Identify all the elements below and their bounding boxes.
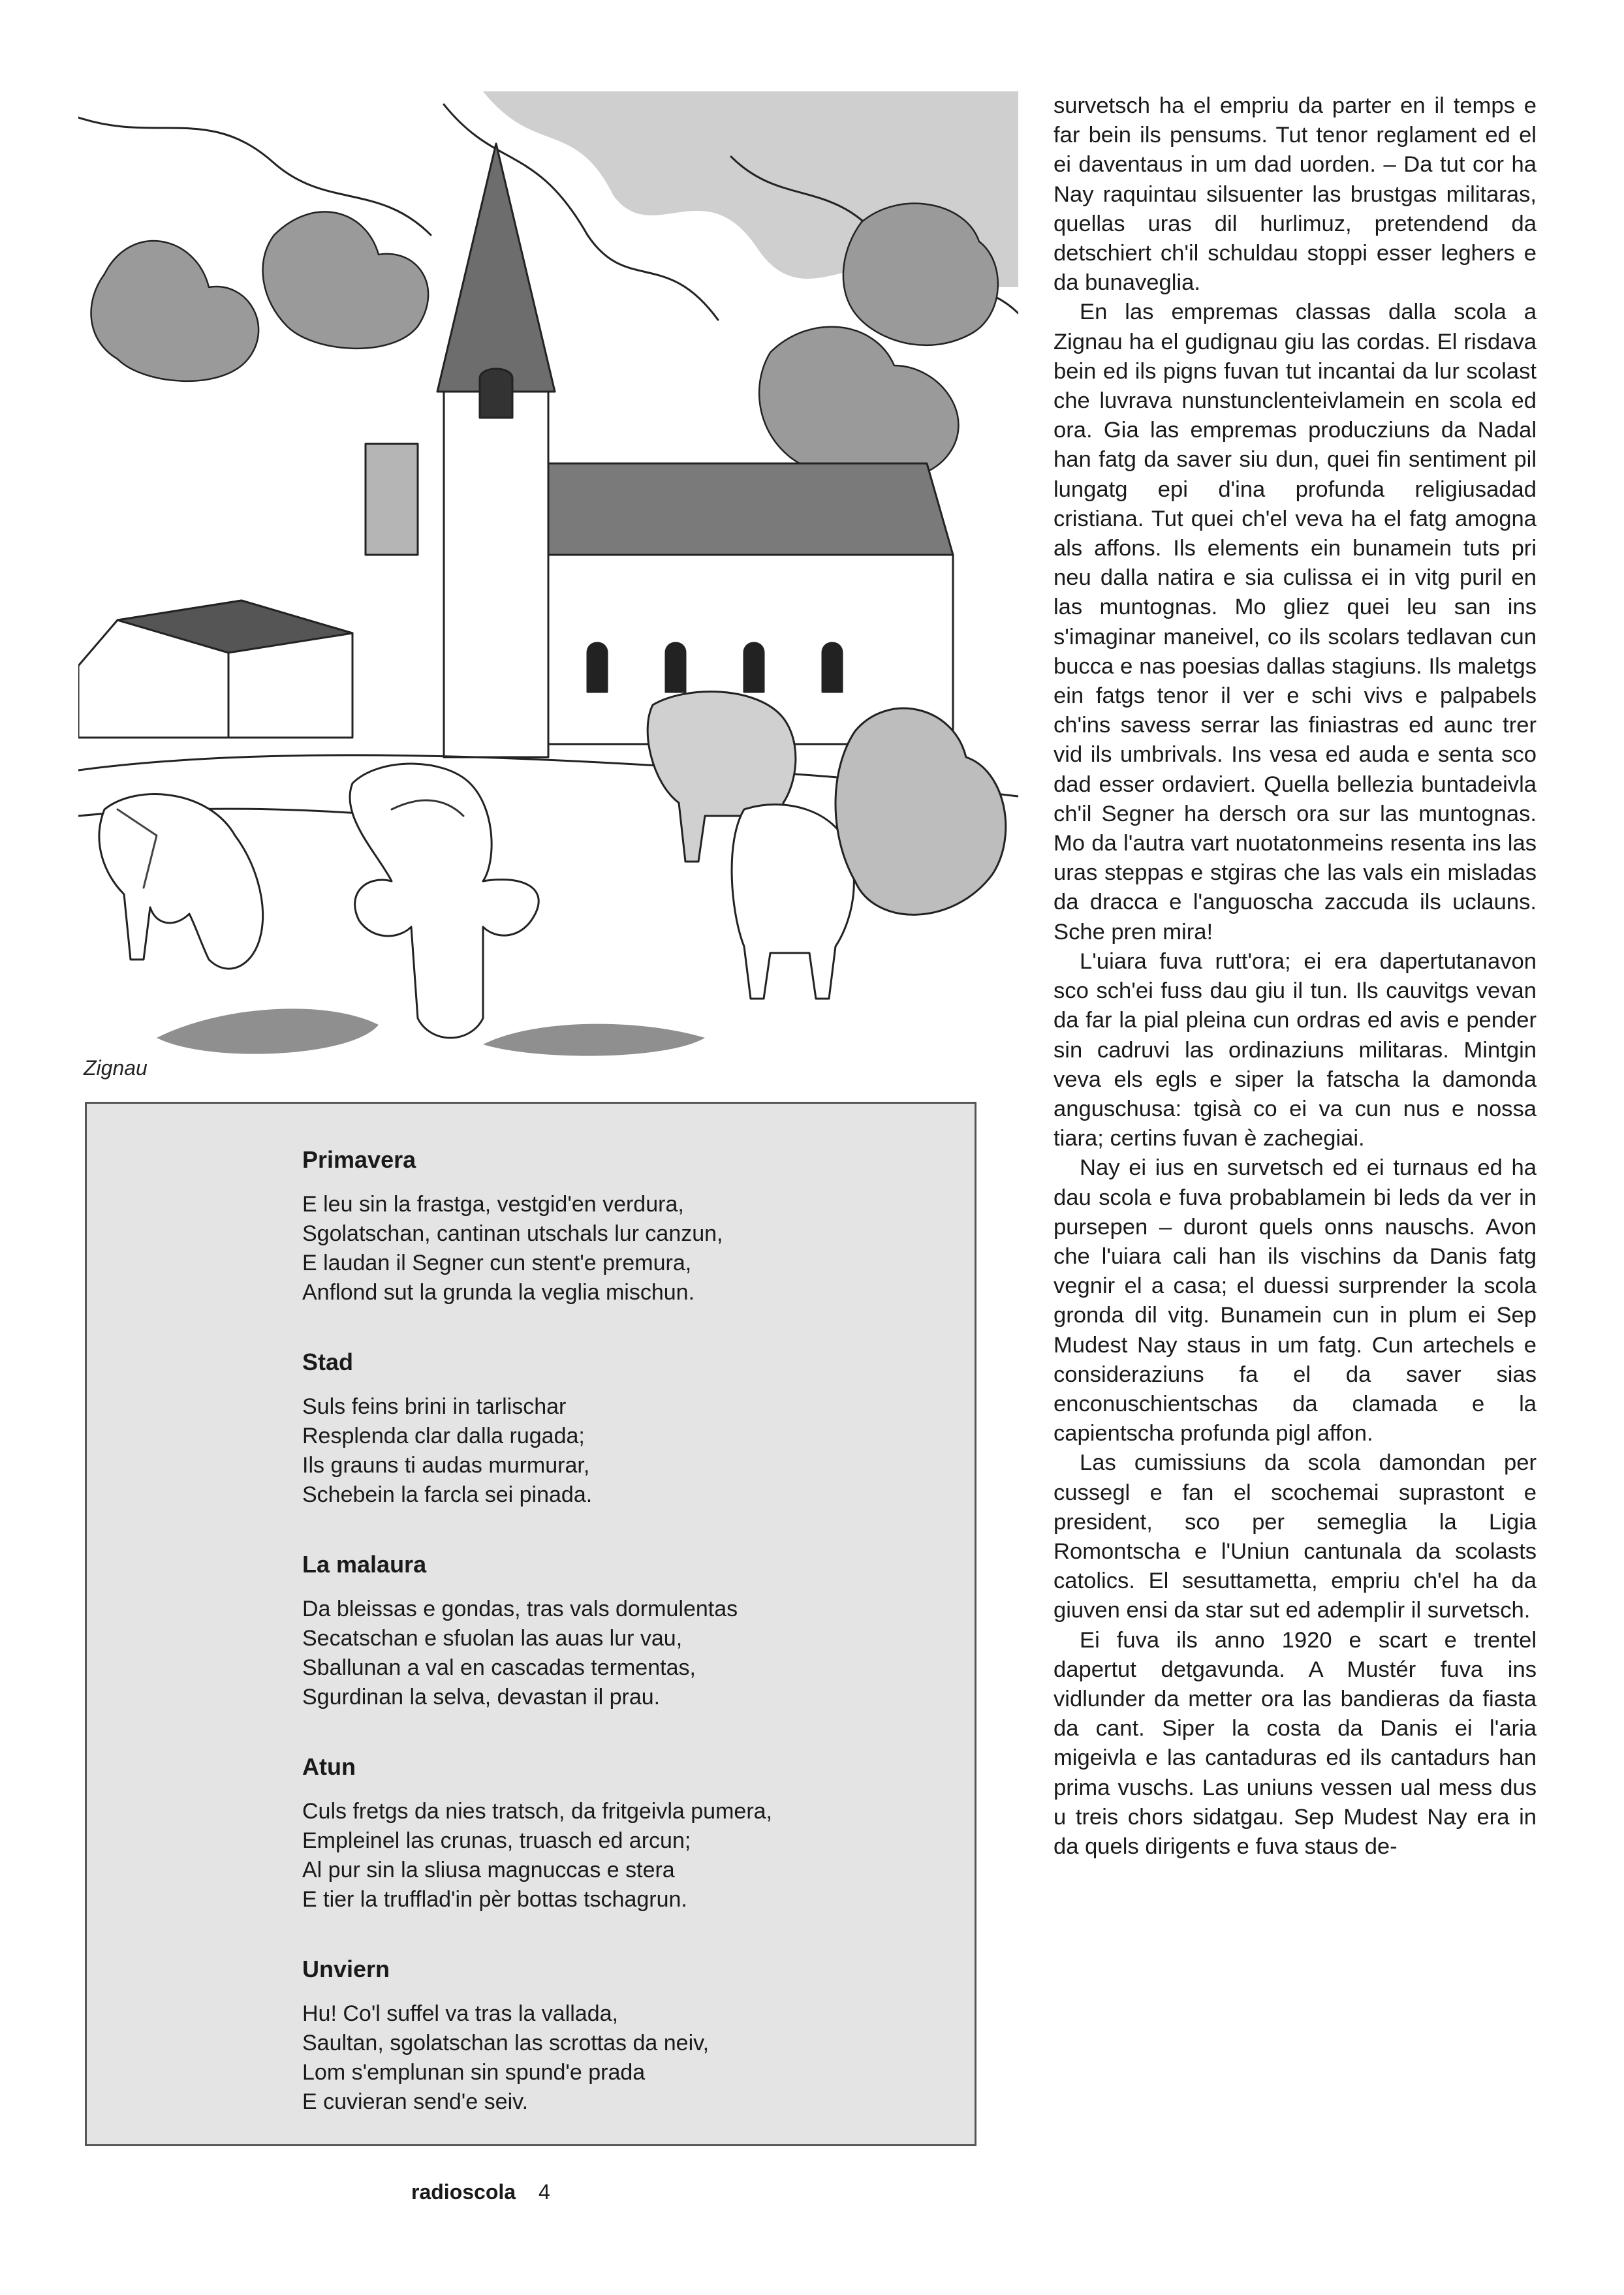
- article-paragraph: En las empremas classas dalla scola a Zignau ha el gudignau giu las cordas. El risdava bein ed ils pigns fuvan tut incantai da lur scolast che luvrava nunstunclenteivlamein en scola ed ora. Gia las empremas producziuns da Nadal han fatg da saver siu dun, quei fin sentiment pil lungatg epi d'ina profunda religiusadad cristiana. Tut quei ch'el veva ha el fatg amogna als affons. Ils elements ein bunamein tuts pri neu dalla natira e sia culissa ei in vitg puril en las muntognas. Mo gliez quei leu san ins s'imaginar maneivel, co ils scolars tedlavan cun bucca e nas poesias dallas stagiuns. Ils maletgs ein fatgs tenor il ver e schi vivs e palpabels ch'ins savess serrar las finiastras ed aunc trer vid ils umbrivals. Ins vesa ed auda e senta sco dad esser ordaviert. Quella bellezia buntadeivla ch'il Segner ha dersch ora sur las muntognas. Mo da l'autra vart nuotatonmeins resenta ins las uras steppas e stgiras che las vals ein misladas da dracca e l'anguoscha zaccuda ils uclauns. Sche pren mira!: [1054, 300, 1537, 945]
- poem-line: Culs fretgs da nies tratsch, da fritgeivla pumera,: [302, 1799, 772, 1824]
- poem-line: Da bleissas e gondas, tras vals dormulentas: [302, 1597, 738, 1621]
- poem-line: Sgolatschan, cantinan utschals lur canzun,: [302, 1221, 723, 1246]
- poem-line: Empleinel las crunas, truasch ed arcun;: [302, 1828, 691, 1853]
- village-church-illustration: [78, 78, 1018, 1064]
- publication-name: radioscola: [411, 2180, 516, 2204]
- poem-line: E laudan il Segner cun stent'e premura,: [302, 1251, 692, 1275]
- poem-line: Ils grauns ti audas murmurar,: [302, 1453, 590, 1478]
- stanza-title: Unviern: [302, 1956, 390, 1982]
- stanza-stad: [302, 1348, 955, 1510]
- poem-box: [85, 1102, 976, 2146]
- poem-line: E cuvieran send'e seiv.: [302, 2089, 529, 2114]
- poem-line: Suls feins brini in tarlischar: [302, 1394, 567, 1419]
- poem-line: Anflond sut la grunda la veglia mischun.: [302, 1280, 695, 1305]
- poem-line: E leu sin la frastga, vestgid'en verdura,: [302, 1192, 684, 1217]
- poem-line: Lom s'emplunan sin spund'e prada: [302, 2060, 646, 2085]
- article-paragraph: L'uiara fuva rutt'ora; ei era dapertutanavon sco sch'ei fuss dau giu il tun. Ils cauvitgs vevan da far la pial pleina cun ordras ed avis e pender sin cadruvi las ordinaziuns militaras. Mintgin veva els egls e siper la fatscha la damonda anguschusa: tgisà co ei va cun nus e nossa tiara; certins fuvan è zachegiai.: [1054, 948, 1537, 1151]
- poem-line: Hu! Co'l suffel va tras la vallada,: [302, 2001, 618, 2026]
- stanza-title: Stad: [302, 1349, 354, 1375]
- stanza-title: Primavera: [302, 1146, 416, 1173]
- stanza-title: La malaura: [302, 1551, 427, 1578]
- illustration-caption: Zignau: [84, 1056, 148, 1080]
- poem-line: Sgurdinan la selva, devastan il prau.: [302, 1685, 661, 1710]
- stanza-primavera: [302, 1146, 955, 1307]
- poem-line: Sballunan a val en cascadas termentas,: [302, 1655, 696, 1680]
- stanza-la-malaura: [302, 1550, 955, 1712]
- poem-line: Resplenda clar dalla rugada;: [302, 1424, 585, 1448]
- stanza-title: Atun: [302, 1753, 356, 1780]
- article-paragraph: Las cumissiuns da scola damondan per cussegl e fan el scochemai suprastont e president, sco per semeglia la Ligia Romontscha e l'Uniun cantunala da scolasts catolics. El sesuttametta, empriu ch'el ha da giuven ensi da star sut ed adempIir il survetsch.: [1054, 1450, 1537, 1623]
- page-number: 4: [538, 2180, 550, 2204]
- article-column: [1054, 91, 1537, 1862]
- poem-line: Saultan, sgolatschan las scrottas da neiv,: [302, 2031, 710, 2055]
- poem-line: Al pur sin la sliusa magnuccas e stera: [302, 1858, 675, 1882]
- article-paragraph: Nay ei ius en survetsch ed ei turnaus ed ha dau scola e fuva probablamein bi leds da ver in pursepen – duront quels onns nauschs. Avon che l'uiara cali han ils vischins da Danis fatg vegnir el a casa; el duessi surprender la scola gronda dil vitg. Bunamein cun in plum ei Sep Mudest Nay staus in um fatg. Cun artechels e consideraziuns fa el da saver sias enconuschientschas da clamada e la capientscha profunda pigl affon.: [1054, 1155, 1537, 1446]
- stanza-unviern: [302, 1955, 955, 2117]
- poem-line: Secatschan e sfuolan las auas lur vau,: [302, 1626, 683, 1651]
- poem-line: Schebein la farcla sei pinada.: [302, 1482, 593, 1507]
- article-paragraph: Ei fuva ils anno 1920 e scart e trentel dapertut detgavunda. A Mustér fuva ins vidlunder da metter ora las bandieras da fiasta da cant. Siper la costa da Danis ei l'aria migeivla e las cantaduras ed ils cantadurs han prima vuschs. Las uniuns vessen ual mess dus u treis chors sidatgau. Sep Mudest Nay era in da quels dirigents e fuva staus de-: [1054, 1627, 1537, 1859]
- stanza-atun: [302, 1753, 955, 1914]
- poem-line: E tier la trufflad'in pèr bottas tschagrun.: [302, 1887, 687, 1912]
- page-footer: [411, 2180, 550, 2204]
- article-paragraph: survetsch ha el empriu da parter en il temps e far bein ils pensums. Tut tenor reglament ed el ei daventaus in um dad uorden. – Da tut cor ha Nay raquintau silsuenter las brustgas militaras, quellas uras dil hurlimuz, pretendend da detschiert ch'il schuldau stoppi esser leghers e da bunaveglia.: [1054, 93, 1537, 296]
